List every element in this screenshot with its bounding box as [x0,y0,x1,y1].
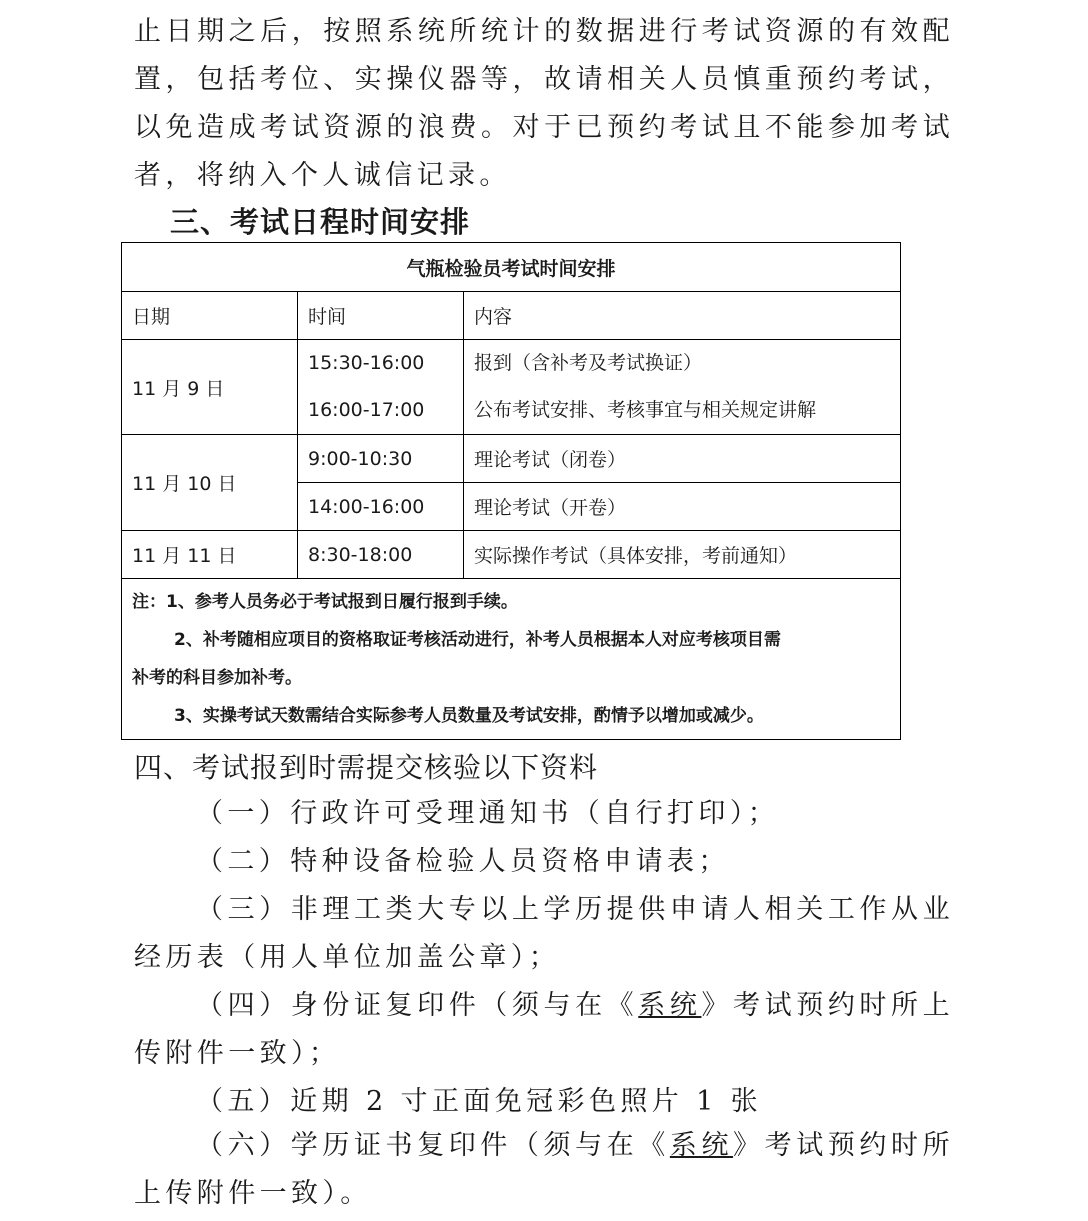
section-heading: 三、考试日程时间安排 [170,205,471,239]
time-cell: 14:00-16:00 [298,483,464,531]
column-header: 内容 [464,292,901,340]
list-item [134,982,954,1078]
intro-paragraph [134,8,954,200]
list-item [134,1122,954,1218]
section-heading: 四、考试报到时需提交核验以下资料 [134,751,599,784]
time-cell: 8:30-18:00 [298,531,464,579]
item-text: （六）学历证书复印件（须与在《 [196,1130,670,1161]
content-cell [464,340,901,435]
table-row [122,531,901,579]
column-header: 时间 [298,292,464,340]
item-text: （四）身份证复印件（须与在《 [196,990,639,1021]
date-cell: 11 月 11 日 [122,531,298,579]
schedule-table [121,242,901,740]
item-text: 》考试预约时所上传附件一致）。 [134,1130,954,1209]
note-line: 3、实操考试天数需结合实际参考人员数量及考试安排，酌情予以增加或减少。 [174,706,764,726]
content-cell: 实际操作考试（具体安排，考前通知） [464,531,901,579]
table-header-row [122,292,901,340]
time-slot: 15:30-16:00 [308,352,425,374]
note-line: 补考的科目参加补考。 [132,668,302,688]
column-header: 日期 [122,292,298,340]
item-text: 》考试预约时所上传附件一致）； [134,990,954,1069]
content-cell: 理论考试（闭卷） [464,435,901,483]
system-link[interactable]: 系统 [669,1130,734,1161]
intro-line: 考试资源的浪费。对于已预约考试且不能参加考试者，将纳入个 [134,112,954,191]
intro-line: 包括考位、实操仪器等，故请相关人员慎重预约考试，以免造成 [134,64,954,143]
intro-line: 人诚信记录。 [322,160,511,191]
content-cell: 理论考试（开卷） [464,483,901,531]
note-line: 注：1、参考人员务必于考试报到日履行报到手续。 [132,592,518,612]
notes-cell [122,579,901,740]
time-cell [298,340,464,435]
notes-row [122,579,901,740]
time-slot: 16:00-17:00 [308,399,425,421]
note-line: 2、补考随相应项目的资格取证考核活动进行，补考人员根据本人对应考核项目需 [174,630,781,650]
table-caption: 气瓶检验员考试时间安排 [122,243,901,292]
system-link[interactable]: 系统 [638,990,702,1021]
content-slot: 公布考试安排、考核事宜与相关规定讲解 [474,399,817,421]
date-cell: 11 月 9 日 [122,340,298,435]
content-slot: 报到（含补考及考试换证） [474,352,703,374]
list-item: （一）行政许可受理通知书（自行打印）； [196,798,780,829]
list-item: （二）特种设备检验人员资格申请表； [196,846,730,877]
table-row [122,435,901,483]
date-cell: 11 月 10 日 [122,435,298,531]
table-row [122,340,901,435]
list-item: （三）非理工类大专以上学历提供申请人相关工作从业经历表（用人单位加盖公章）； [134,894,954,973]
intro-line: 止日期之后，按照系统所统计的数据进行考试资源的有效配置， [134,16,954,95]
list-item: （五）近期 2 寸正面免冠彩色照片 1 张 [196,1086,763,1117]
time-cell: 9:00-10:30 [298,435,464,483]
